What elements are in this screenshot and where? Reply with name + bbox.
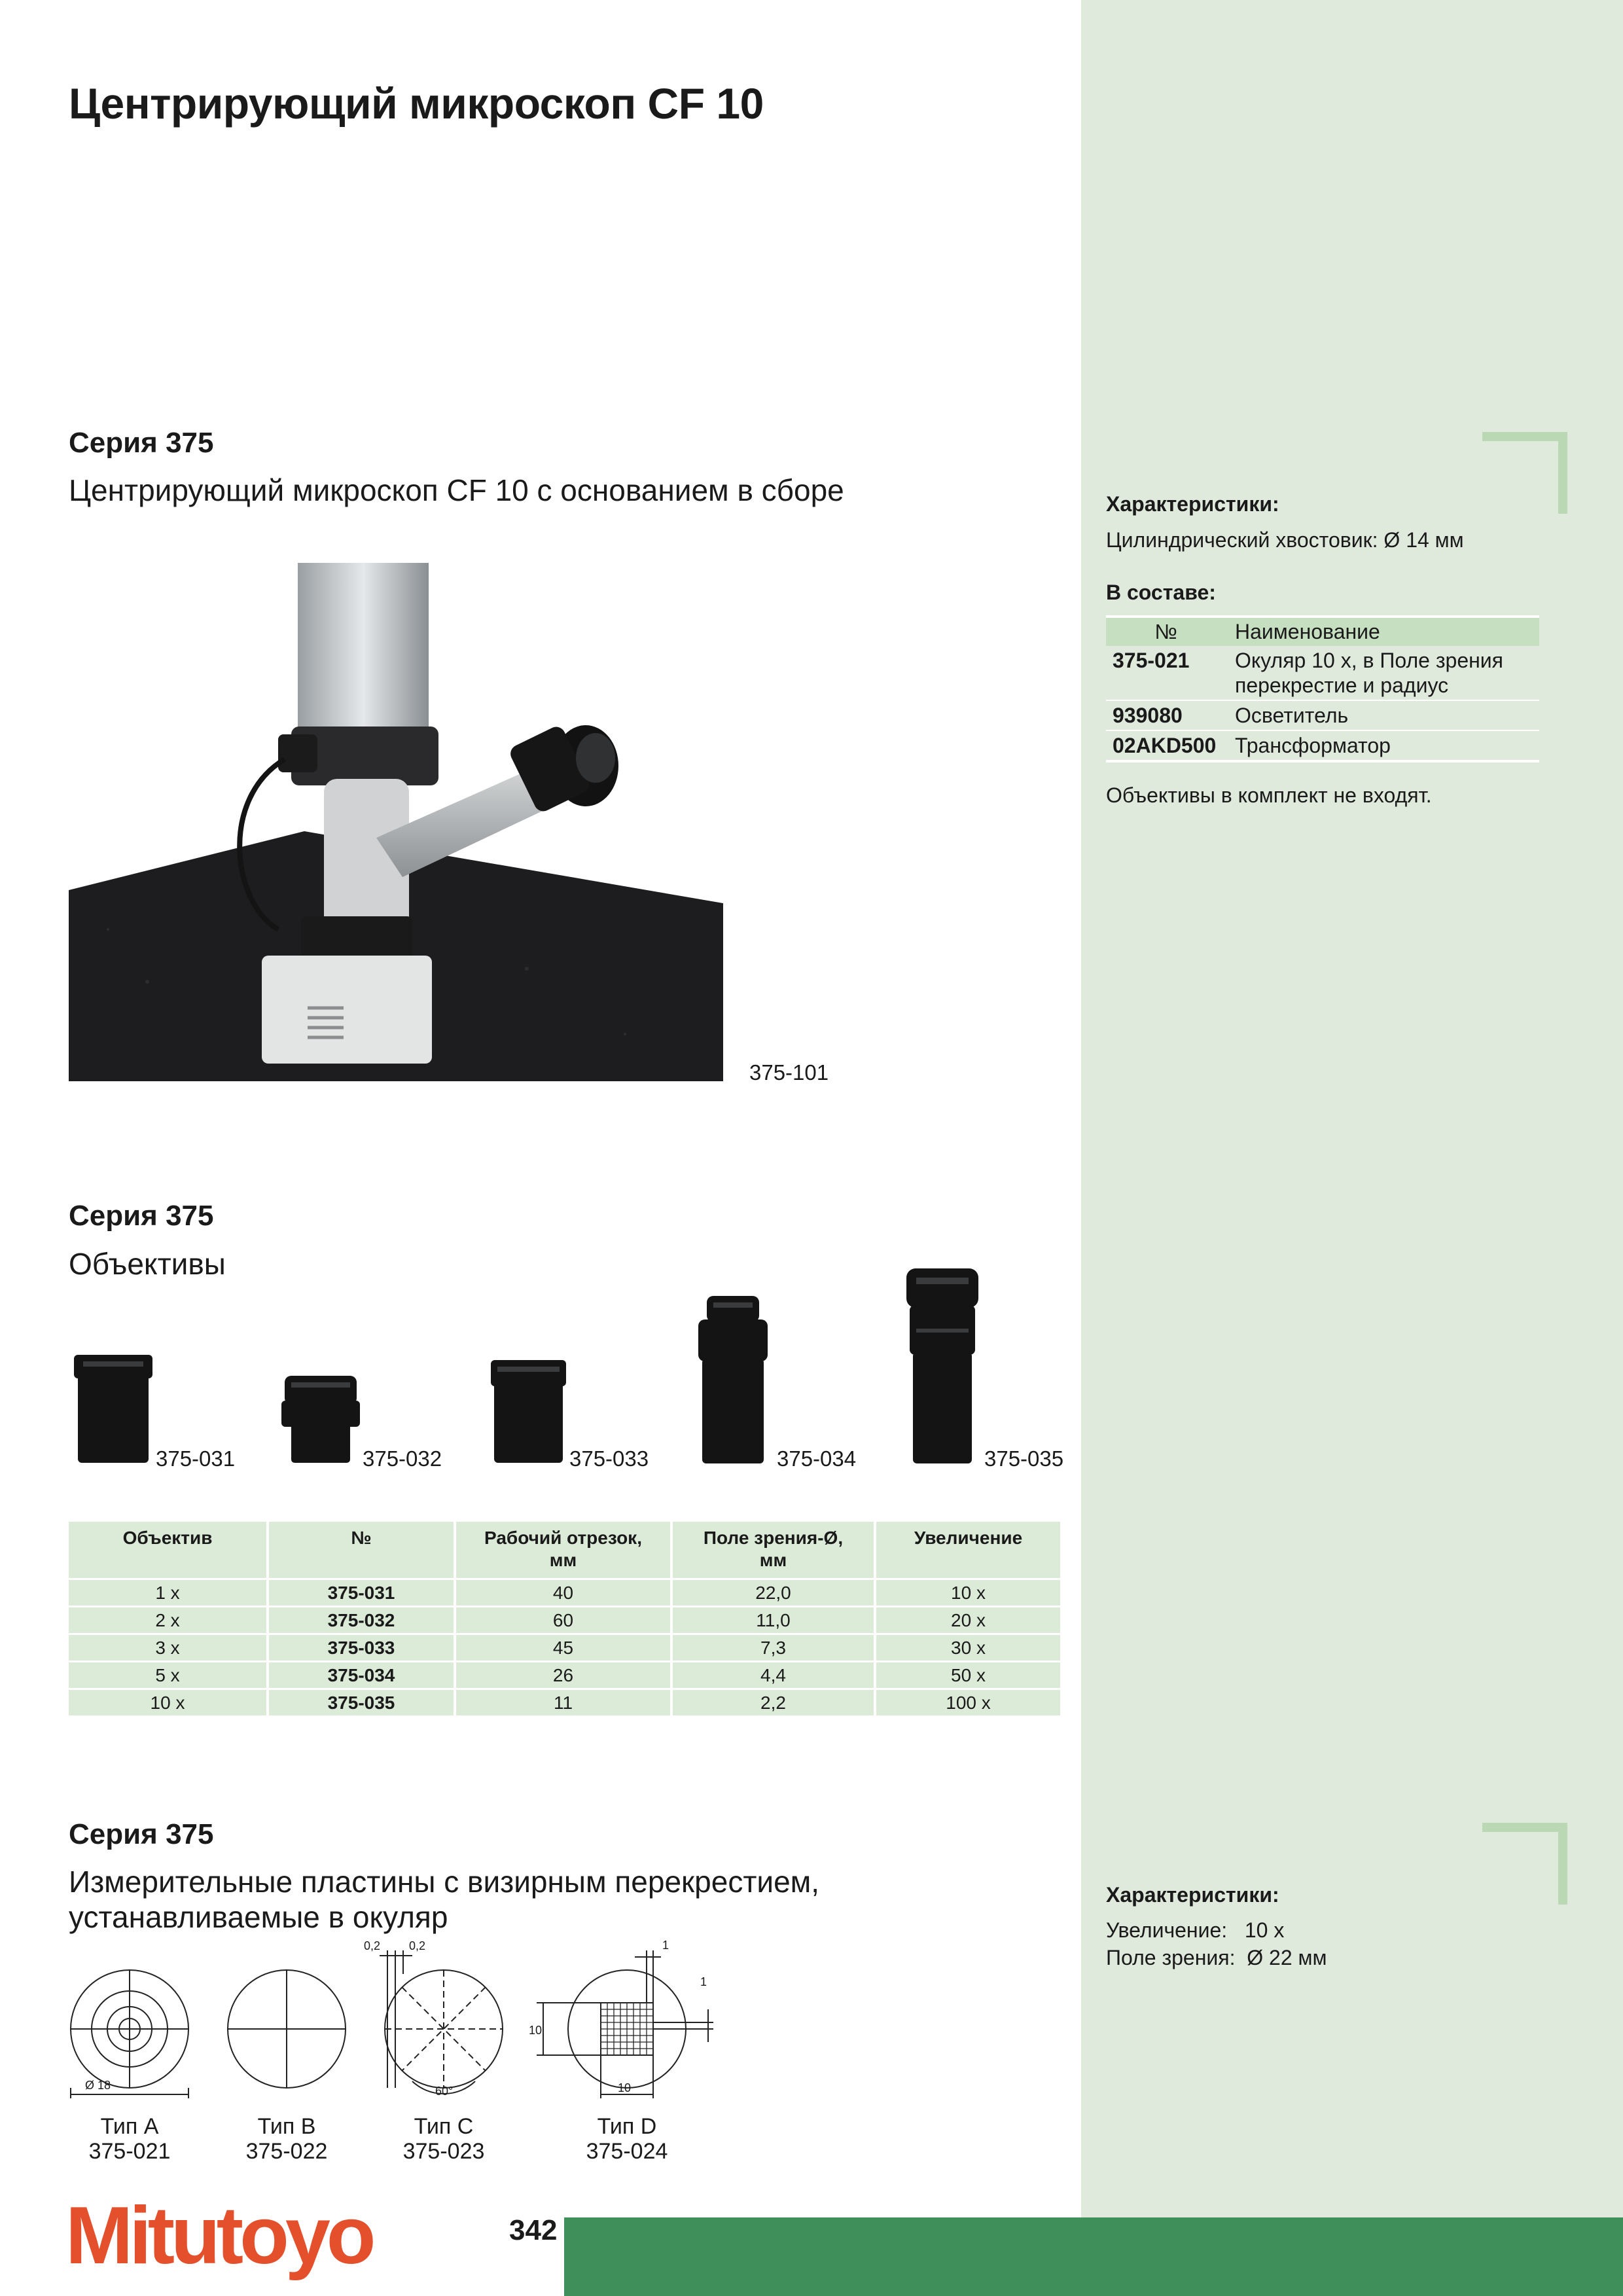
dim-type-c-angle: 60° bbox=[435, 2085, 454, 2098]
type-code: 375-021 bbox=[88, 2139, 171, 2164]
type-code: 375-023 bbox=[402, 2139, 485, 2164]
contents-header-name: Наименование bbox=[1226, 617, 1539, 646]
contents-name-line1: Окуляр 10 х, в Поле зрения bbox=[1235, 649, 1503, 672]
lens-caption: 375-032 bbox=[363, 1446, 442, 1471]
magnification-value: 10 x bbox=[1244, 1918, 1285, 1942]
cell-objective: 10 x bbox=[69, 1689, 268, 1716]
section3-series: Серия 375 bbox=[69, 1818, 214, 1850]
field-label: Поле зрения: bbox=[1106, 1946, 1236, 1969]
section2-subtitle: Объективы bbox=[69, 1247, 226, 1281]
header-working-distance bbox=[455, 1522, 671, 1579]
table-row bbox=[69, 1579, 1060, 1607]
reticle-type-d bbox=[537, 1950, 713, 2098]
lens-caption: 375-035 bbox=[984, 1446, 1064, 1471]
field-value: Ø 22 мм bbox=[1247, 1946, 1327, 1969]
magnification-label: Увеличение: bbox=[1106, 1918, 1228, 1942]
cell-distance: 11 bbox=[455, 1689, 671, 1716]
cell-field: 22,0 bbox=[671, 1579, 875, 1607]
cell-objective: 2 x bbox=[69, 1607, 268, 1634]
corner-mark-bottom bbox=[1482, 1823, 1567, 1905]
header-field-line2: мм bbox=[759, 1550, 787, 1570]
contents-no: 02AKD500 bbox=[1106, 730, 1226, 761]
section3-subtitle-line1: Измерительные пластины с визирным перекрестием, bbox=[69, 1865, 820, 1899]
type-name: Тип B bbox=[257, 2114, 316, 2139]
type-name: Тип A bbox=[100, 2114, 159, 2139]
contents-name: Осветитель bbox=[1226, 700, 1539, 730]
lens-caption: 375-031 bbox=[156, 1446, 236, 1471]
contents-header-row bbox=[1106, 617, 1539, 646]
page-title: Центрирующий микроскоп CF 10 bbox=[69, 79, 764, 128]
reticle-type-c bbox=[380, 1950, 503, 2094]
type-name: Тип D bbox=[597, 2114, 657, 2139]
sidebar2-features-heading: Характеристики: bbox=[1106, 1883, 1279, 1907]
cell-number: 375-033 bbox=[268, 1634, 455, 1662]
sidebar1-features-heading: Характеристики: bbox=[1106, 492, 1279, 516]
sidebar2-line2 bbox=[1106, 1944, 1327, 1971]
sidebar1-note: Объективы в комплект не входят. bbox=[1106, 783, 1432, 807]
cell-number: 375-032 bbox=[268, 1607, 455, 1634]
contents-name: Трансформатор bbox=[1226, 730, 1539, 761]
header-objective bbox=[69, 1522, 268, 1579]
section3-subtitle-line2: устанавливаемые в окуляр bbox=[69, 1900, 448, 1934]
dim-type-d-bottom: 10 bbox=[618, 2081, 632, 2094]
cell-distance: 40 bbox=[455, 1579, 671, 1607]
mitutoyo-logo: Mitutoyo bbox=[65, 2191, 372, 2281]
reticle-diagrams bbox=[65, 1937, 733, 2108]
reticle-type-b bbox=[228, 1970, 346, 2088]
header-field-line1: Поле зрения-Ø, bbox=[703, 1528, 844, 1548]
contents-table bbox=[1106, 615, 1539, 762]
cell-objective: 3 x bbox=[69, 1634, 268, 1662]
reticle-label-a bbox=[64, 2114, 195, 2164]
type-name: Тип C bbox=[414, 2114, 474, 2139]
header-working-distance-line1: Рабочий отрезок, bbox=[484, 1528, 642, 1548]
cell-magnification: 30 x bbox=[875, 1634, 1060, 1662]
footer-bar bbox=[564, 2217, 1623, 2296]
cell-number: 375-034 bbox=[268, 1662, 455, 1689]
cell-number: 375-035 bbox=[268, 1689, 455, 1716]
sidebar2-line1 bbox=[1106, 1916, 1284, 1944]
contents-no: 375-021 bbox=[1106, 646, 1226, 700]
microscope-caption: 375-101 bbox=[749, 1060, 829, 1085]
dim-type-c-top1: 0,2 bbox=[364, 1939, 381, 1952]
lens-caption: 375-033 bbox=[569, 1446, 649, 1471]
dim-type-a-diameter: Ø 18 bbox=[85, 2079, 111, 2092]
objectives-table bbox=[69, 1522, 1060, 1715]
table-row bbox=[69, 1607, 1060, 1634]
corner-mark-top bbox=[1482, 432, 1567, 514]
contents-name bbox=[1226, 646, 1539, 700]
cell-field: 7,3 bbox=[671, 1634, 875, 1662]
cell-magnification: 50 x bbox=[875, 1662, 1060, 1689]
cell-number: 375-031 bbox=[268, 1579, 455, 1607]
sidebar1-feature-text: Цилиндрический хвостовик: Ø 14 мм bbox=[1106, 528, 1464, 552]
section1-subtitle: Центрирующий микроскоп CF 10 с основанием в сборе bbox=[69, 473, 844, 507]
dim-type-d-left: 10 bbox=[529, 2024, 543, 2037]
microscope-photo bbox=[69, 563, 723, 1081]
cell-magnification: 10 x bbox=[875, 1579, 1060, 1607]
cell-magnification: 20 x bbox=[875, 1607, 1060, 1634]
table-row bbox=[1106, 730, 1539, 761]
header-magnification bbox=[875, 1522, 1060, 1579]
reticle-label-d bbox=[562, 2114, 692, 2164]
cell-field: 2,2 bbox=[671, 1689, 875, 1716]
cell-distance: 45 bbox=[455, 1634, 671, 1662]
section2-series: Серия 375 bbox=[69, 1200, 214, 1232]
table-row bbox=[69, 1689, 1060, 1716]
objectives-header-row bbox=[69, 1522, 1060, 1579]
header-number bbox=[268, 1522, 455, 1579]
dim-type-d-top: 1 bbox=[662, 1939, 669, 1952]
type-code: 375-022 bbox=[245, 2139, 328, 2164]
cell-distance: 26 bbox=[455, 1662, 671, 1689]
table-row bbox=[69, 1634, 1060, 1662]
cell-distance: 60 bbox=[455, 1607, 671, 1634]
contents-header-no: № bbox=[1106, 617, 1226, 646]
header-magnification-text: Увеличение bbox=[914, 1528, 1023, 1548]
lens-caption: 375-034 bbox=[777, 1446, 857, 1471]
contents-no: 939080 bbox=[1106, 700, 1226, 730]
header-working-distance-line2: мм bbox=[549, 1550, 577, 1570]
header-objective-text: Объектив bbox=[122, 1528, 213, 1548]
cell-objective: 1 x bbox=[69, 1579, 268, 1607]
table-row bbox=[1106, 646, 1539, 700]
contents-name-line2: перекрестие и радиус bbox=[1235, 673, 1449, 697]
dim-type-c-top2: 0,2 bbox=[409, 1939, 426, 1952]
cell-field: 11,0 bbox=[671, 1607, 875, 1634]
dim-type-d-right: 1 bbox=[700, 1975, 707, 1988]
reticle-label-c bbox=[378, 2114, 509, 2164]
reticle-label-b bbox=[221, 2114, 352, 2164]
section1-series: Серия 375 bbox=[69, 427, 214, 459]
cell-magnification: 100 x bbox=[875, 1689, 1060, 1716]
page-number: 342 bbox=[509, 2214, 558, 2246]
table-row bbox=[69, 1662, 1060, 1689]
cell-field: 4,4 bbox=[671, 1662, 875, 1689]
type-code: 375-024 bbox=[586, 2139, 668, 2164]
cell-objective: 5 x bbox=[69, 1662, 268, 1689]
table-row bbox=[1106, 700, 1539, 730]
header-field-of-view bbox=[671, 1522, 875, 1579]
sidebar1-contents-heading: В составе: bbox=[1106, 581, 1216, 604]
header-number-text: № bbox=[351, 1528, 372, 1548]
